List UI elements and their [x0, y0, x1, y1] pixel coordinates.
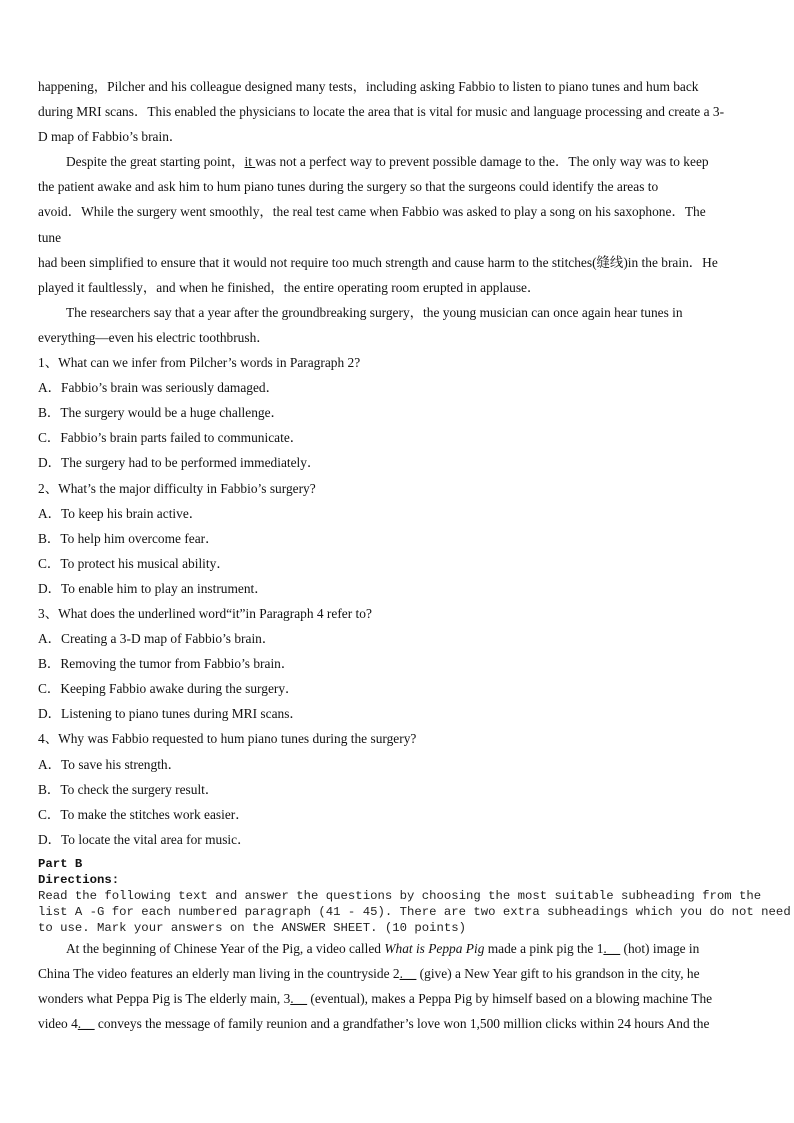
option-b: B．To check the surgery result．	[38, 781, 219, 797]
text-span: (give) a New Year gift to his grandson in the city, he	[416, 966, 700, 981]
text-span: At the beginning of Chinese Year of the Pig, a video called	[66, 940, 385, 956]
text-line: avoid．While the surgery went smoothly，the real test came when Fabbio was asked to play a song on his saxophone．The	[38, 204, 706, 220]
text-line: played it faultlessly，and when he finished，the entire operating room erupted in applause．	[38, 279, 541, 295]
option-c: C．Fabbio’s brain parts failed to communicate．	[38, 430, 304, 446]
text-line: the patient awake and ask him to hum piano tunes during the surgery so that the surgeons could identify the areas to	[38, 179, 659, 195]
directions-label: Directions:	[38, 872, 120, 887]
question-1	[38, 350, 758, 475]
blank-1: .__	[603, 940, 621, 956]
part-b-directions	[38, 856, 791, 936]
option-d: D．The surgery had to be performed immediately．	[38, 455, 321, 471]
directions-line: to use. Mark your answers on the ANSWER SHEET. (10 points)	[38, 920, 467, 935]
text-span: was not a perfect way to prevent possible damage to the．The only way was to keep	[255, 154, 709, 170]
text-line	[38, 986, 758, 1011]
text-span: made a pink pig the 1	[484, 940, 604, 956]
question-stem: 3、What does the underlined word“it”in Paragraph 4 refer to?	[38, 605, 372, 621]
option-d: D．To locate the vital area for music．	[38, 831, 251, 847]
question-2	[38, 476, 758, 601]
option-a: A．To save his strength．	[38, 756, 181, 772]
text-line: during MRI scans．This enabled the physicians to locate the area that is vital for music and language processing and create a 3-	[38, 104, 725, 120]
text-line	[38, 936, 758, 961]
directions-line: list A -G for each numbered paragraph (41 - 45). There are two extra subheadings which you do not need	[38, 904, 791, 919]
blank-2: .__	[399, 966, 417, 981]
option-b: B．Removing the tumor from Fabbio’s brain．	[38, 656, 295, 672]
option-a: A．Fabbio’s brain was seriously damaged．	[38, 380, 279, 396]
blank-3: .__	[290, 991, 308, 1007]
document-page	[38, 74, 791, 1036]
text-span: China The video features an elderly man living in the countryside 2	[38, 966, 400, 981]
question-4	[38, 726, 758, 851]
option-c: C．To protect his musical ability．	[38, 555, 230, 571]
paragraph-surgery	[38, 149, 758, 300]
text-span: conveys the message of family reunion and a grandfather’s love won 1,500 million clicks within 24 hours And the	[94, 1016, 710, 1032]
text-line: D map of Fabbio’s brain．	[38, 129, 183, 145]
option-b: B．The surgery would be a huge challenge．	[38, 405, 284, 421]
question-3	[38, 601, 758, 726]
option-b: B．To help him overcome fear．	[38, 530, 219, 546]
text-line: tune	[38, 229, 62, 245]
text-line: The researchers say that a year after the groundbreaking surgery，the young musician can once again hear tunes in	[66, 304, 683, 320]
text-line: had been simplified to ensure that it would not require too much strength and cause harm to the stitches(缝线)in the brain．He	[38, 254, 718, 270]
text-line	[38, 1011, 758, 1036]
directions-line: Read the following text and answer the questions by choosing the most suitable subheading from the	[38, 888, 762, 903]
question-stem: 1、What can we infer from Pilcher’s words in Paragraph 2?	[38, 355, 361, 371]
text-span: (eventual), makes a Peppa Pig by himself based on a blowing machine The	[307, 991, 713, 1007]
option-d: D．Listening to piano tunes during MRI scans．	[38, 706, 303, 722]
video-title: What is Peppa Pig	[384, 940, 485, 956]
text-line	[38, 961, 758, 986]
text-line: happening，Pilcher and his colleague designed many tests，including asking Fabbio to listen to piano tunes and hum back	[38, 79, 699, 94]
paragraph-result	[38, 300, 758, 350]
option-a: A．To keep his brain active．	[38, 505, 203, 521]
option-c: C．Keeping Fabbio awake during the surgery．	[38, 681, 299, 697]
underlined-word-it: it	[244, 154, 256, 170]
part-b-heading: Part B	[38, 856, 83, 871]
text-span: (hot) image in	[620, 940, 700, 956]
option-c: C．To make the stitches work easier．	[38, 806, 249, 822]
blank-4: .__	[77, 1016, 95, 1032]
paragraph-mri-tests	[38, 74, 758, 149]
text-line	[38, 149, 758, 174]
option-d: D．To enable him to play an instrument．	[38, 580, 268, 596]
text-span: video 4	[38, 1016, 78, 1032]
question-stem: 2、What’s the major difficulty in Fabbio’s surgery?	[38, 480, 316, 496]
text-span: wonders what Peppa Pig is The elderly main, 3	[38, 991, 291, 1007]
paragraph-peppa-pig	[38, 936, 758, 1036]
option-a: A．Creating a 3-D map of Fabbio’s brain．	[38, 631, 276, 647]
text-span: Despite the great starting point，	[66, 154, 245, 170]
question-stem: 4、Why was Fabbio requested to hum piano tunes during the surgery?	[38, 731, 417, 747]
text-line: everything—even his electric toothbrush．	[38, 329, 270, 345]
